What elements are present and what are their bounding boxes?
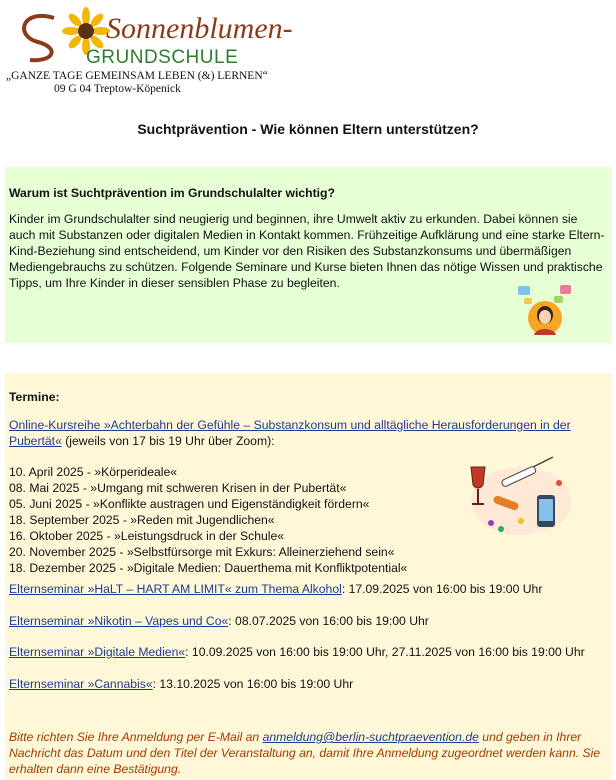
list-item: 05. Juni 2025 - »Konflikte austragen und Eigenständigkeit fördern« xyxy=(9,497,370,511)
notice-text-before: Bitte richten Sie Ihre Anmeldung per E-Mail an xyxy=(9,730,263,744)
advisor-illustration-icon xyxy=(516,282,574,336)
seminar-cannabis-time: : 13.10.2025 von 16:00 bis 19:00 Uhr xyxy=(152,677,354,691)
seminar-cannabis xyxy=(9,676,609,692)
motto-text: „GANZE TAGE GEMEINSAM LEBEN (&) LERNEN“ xyxy=(6,70,268,82)
logo-subtitle: GRUNDSCHULE xyxy=(86,47,239,68)
list-item: 10. April 2025 - »Körperideale« xyxy=(9,465,178,479)
seminar-alcohol xyxy=(9,581,609,597)
seminar-digital-media-time: : 10.09.2025 von 16:00 bis 19:00 Uhr, 27.11.2025 von 16:00 bis 19:00 Uhr xyxy=(185,645,585,659)
registration-notice xyxy=(9,729,609,777)
events-heading: Termine: xyxy=(9,390,60,404)
notice-text-after: und geben in Ihrer Nachricht das Datum und den Titel der Veranstaltung an, damit Ihre Anmeldung zugeordnet werden kann. Sie erhalten dann eine Bestätigung. xyxy=(9,730,601,776)
seminar-alcohol-link[interactable]: Elternseminar »HaLT – HART AM LIMIT« zum Thema Alkohol xyxy=(9,582,342,596)
seminar-cannabis-link[interactable]: Elternseminar »Cannabis« xyxy=(9,677,153,691)
school-header xyxy=(0,0,616,110)
seminar-nicotine-link[interactable]: Elternseminar »Nikotin – Vapes und Co« xyxy=(9,614,229,628)
seminar-nicotine xyxy=(9,613,609,629)
school-logo xyxy=(14,6,293,68)
substances-illustration-icon xyxy=(461,459,569,539)
registration-email-link[interactable]: anmeldung@berlin-suchtpraevention.de xyxy=(262,730,479,744)
seminar-digital-media-link[interactable]: Elternseminar »Digitale Medien« xyxy=(9,645,186,659)
course-dates-list xyxy=(9,464,407,576)
course-time: (jeweils von 17 bis 19 Uhr über Zoom): xyxy=(61,434,275,448)
course-series-link[interactable]: Online-Kursreihe »Achterbahn der Gefühle – Substanzkonsum und alltägliche Herausforderungen in der Pubertät« xyxy=(9,418,571,448)
seminar-nicotine-time: : 08.07.2025 von 16:00 bis 19:00 Uhr xyxy=(228,614,429,628)
intro-section xyxy=(5,167,612,343)
intro-text: Kinder im Grundschulalter sind neugierig und beginnen, ihre Umwelt aktiv zu erkunden. Dabei können sie auch mit Substanzen oder digitalen Medien in Kontakt kommen. Frühzeitige Aufklärung und eine starke Eltern-Kind-Beziehung sind entscheidend, um Kinder vor den Risiken des Substanzkonsums und übermäßigen Mediengebrauchs zu schützen. Folgende Seminare und Kurse bieten Ihnen das nötige Wissen und praktische Tipps, um Ihre Kinder in dieser sensiblen Phase zu begleiten. xyxy=(9,212,605,290)
logo-script: Sonnenblumen- xyxy=(106,12,293,45)
intro-heading: Warum ist Suchtprävention im Grundschulalter wichtig? xyxy=(9,186,335,200)
seminar-digital-media xyxy=(9,644,609,660)
list-item: 08. Mai 2025 - »Umgang mit schweren Krisen in der Pubertät« xyxy=(9,481,347,495)
course-intro xyxy=(9,417,605,449)
events-section xyxy=(5,373,612,780)
list-item: 18. Dezember 2025 - »Digitale Medien: Dauerthema mit Konfliktpotential« xyxy=(9,561,408,575)
seminar-alcohol-time: : 17.09.2025 von 16:00 bis 19:00 Uhr xyxy=(341,582,543,596)
list-item: 20. November 2025 - »Selbstfürsorge mit Exkurs: Alleinerziehend sein« xyxy=(9,545,395,559)
school-code: 09 G 04 Treptow-Köpenick xyxy=(54,83,181,95)
school-motto xyxy=(6,70,268,96)
list-item: 16. Oktober 2025 - »Leistungsdruck in der Schule« xyxy=(9,529,285,543)
page-title: Suchtprävention - Wie können Eltern unterstützen? xyxy=(137,121,479,137)
list-item: 18. September 2025 - »Reden mit Jugendlichen« xyxy=(9,513,275,527)
